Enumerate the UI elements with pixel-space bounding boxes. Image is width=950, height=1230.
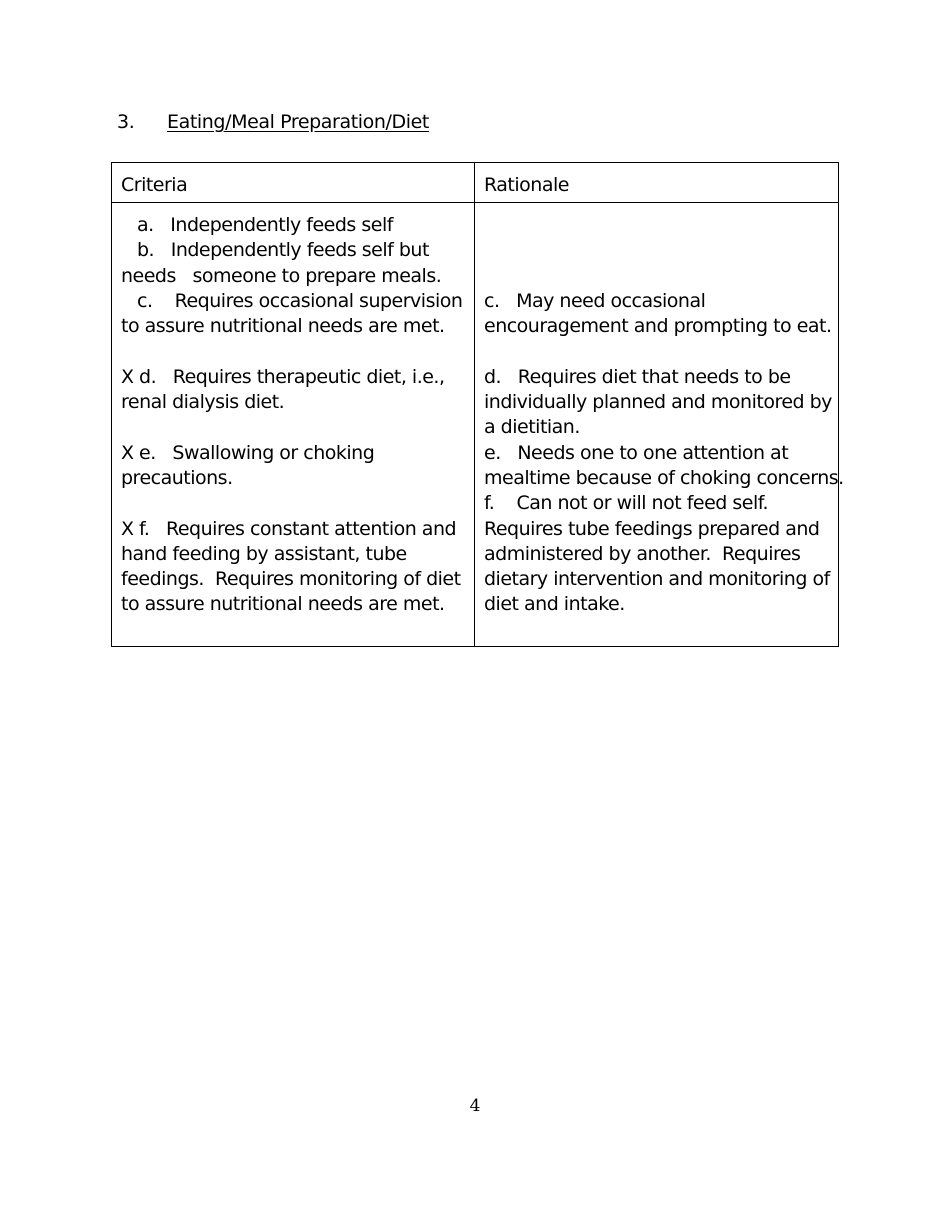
rationale-header: Rationale [475, 163, 839, 203]
rationale-c-line2: encouragement and prompting to eat. [484, 315, 832, 338]
criteria-e-line2: precautions. [121, 466, 233, 489]
criteria-b-line1: b. Independently feeds self but [137, 239, 429, 262]
rationale-d-line2: individually planned and monitored by [484, 391, 832, 414]
section-title: Eating/Meal Preparation/Diet [167, 111, 429, 133]
criteria-d-line1: X d. Requires therapeutic diet, i.e., [121, 365, 445, 388]
criteria-f-line1: X f. Requires constant attention and [121, 517, 457, 540]
section-heading [117, 111, 429, 133]
rationale-f-line3: administered by another. Requires [484, 542, 801, 565]
criteria-header: Criteria [112, 163, 475, 203]
criteria-e-line1: X e. Swallowing or choking [121, 441, 375, 464]
rationale-f-line1: f. Can not or will not feed self. [484, 492, 769, 515]
criteria-rationale-table [111, 162, 844, 647]
section-number: 3. [117, 111, 135, 133]
criteria-a: a. Independently feeds self [137, 214, 393, 236]
rationale-cell [475, 203, 844, 647]
rationale-e-line1: e. Needs one to one attention at [484, 441, 789, 464]
rationale-d-line1: d. Requires diet that needs to be [484, 365, 791, 388]
table-row [112, 203, 839, 647]
criteria-c-line2: to assure nutritional needs are met. [121, 315, 445, 338]
criteria-f-line3: feedings. Requires monitoring of diet [121, 568, 461, 591]
criteria-f-line2: hand feeding by assistant, tube [121, 542, 407, 565]
page-number: 4 [469, 1096, 481, 1116]
rationale-d-line3: a dietitian. [484, 416, 580, 439]
rationale-e-line2: mealtime because of choking concerns. [484, 466, 844, 489]
criteria-c-line1: c. Requires occasional supervision [137, 289, 463, 312]
table-header-row [112, 163, 839, 203]
rationale-f-line4: dietary intervention and monitoring of [484, 568, 830, 591]
criteria-f-line4: to assure nutritional needs are met. [121, 593, 445, 616]
criteria-b-line2: needs someone to prepare meals. [121, 264, 442, 287]
rationale-c-line1: c. May need occasional [484, 289, 706, 312]
criteria-cell [112, 203, 475, 647]
rationale-f-line5: diet and intake. [484, 593, 625, 616]
criteria-d-line2: renal dialysis diet. [121, 391, 285, 414]
rationale-f-line2: Requires tube feedings prepared and [484, 517, 820, 540]
